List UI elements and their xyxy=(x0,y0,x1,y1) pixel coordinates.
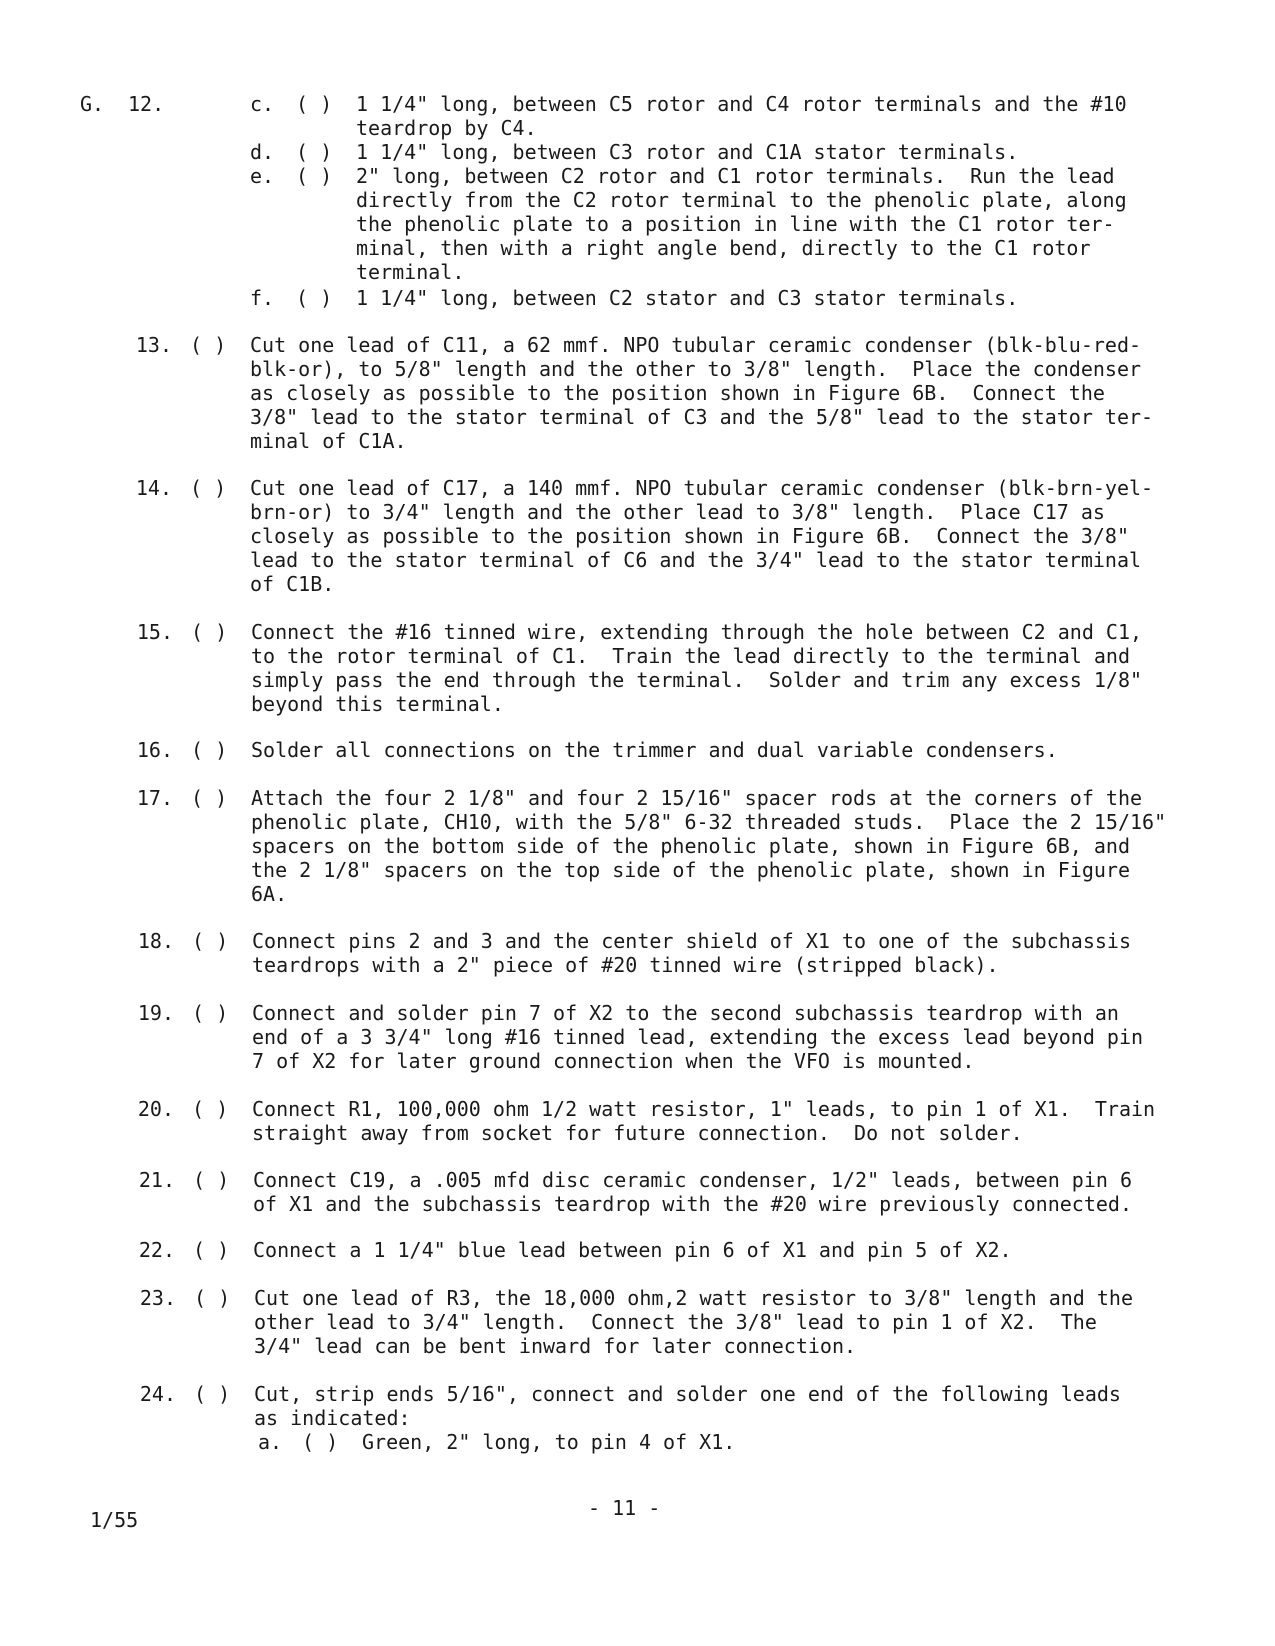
sub-item-letter: c. xyxy=(250,92,275,116)
step-number: 22. xyxy=(138,1238,175,1262)
step-number: 12. xyxy=(128,92,165,116)
instruction-line: Cut, strip ends 5/16", connect and solder one end of the following leads xyxy=(254,1382,1121,1406)
step-number: 17. xyxy=(136,786,173,810)
instruction-line: 3/8" lead to the stator terminal of C3 and the 5/8" lead to the stator ter- xyxy=(250,405,1154,429)
checkbox-marker: ( ) xyxy=(191,786,228,810)
instruction-line: minal of C1A. xyxy=(250,429,407,453)
instruction-line: directly from the C2 rotor terminal to the phenolic plate, along xyxy=(356,188,1127,212)
checkbox-marker: ( ) xyxy=(193,1168,230,1192)
instruction-line: teardrops with a 2" piece of #20 tinned wire (stripped black). xyxy=(252,953,999,977)
instruction-line: 1 1/4" long, between C5 rotor and C4 rotor terminals and the #10 xyxy=(356,92,1127,116)
instruction-line: 2" long, between C2 rotor and C1 rotor terminals. Run the lead xyxy=(356,164,1115,188)
instruction-line: the phenolic plate to a position in line with the C1 rotor ter- xyxy=(356,212,1115,236)
step-number: 13. xyxy=(135,333,172,357)
instruction-line: 7 of X2 for later ground connection when the VFO is mounted. xyxy=(252,1049,975,1073)
instruction-line: Connect pins 2 and 3 and the center shield of X1 to one of the subchassis xyxy=(252,929,1131,953)
checkbox-marker: ( ) xyxy=(296,92,333,116)
instruction-line: of C1B. xyxy=(250,572,335,596)
instruction-line: other lead to 3/4" length. Connect the 3/8" lead to pin 1 of X2. The xyxy=(254,1310,1097,1334)
checkbox-marker: ( ) xyxy=(192,1001,229,1025)
instruction-line: as indicated: xyxy=(254,1406,411,1430)
instruction-line: 1 1/4" long, between C2 stator and C3 stator terminals. xyxy=(356,286,1019,310)
instruction-line: simply pass the end through the terminal. Solder and trim any excess 1/8" xyxy=(251,668,1143,692)
section-label: G. xyxy=(80,92,105,116)
instruction-line: 3/4" lead can be bent inward for later connection. xyxy=(254,1334,857,1358)
instruction-line: Cut one lead of C17, a 140 mmf. NPO tubular ceramic condenser (blk-brn-yel- xyxy=(250,476,1154,500)
checkbox-marker: ( ) xyxy=(194,1382,231,1406)
checkbox-marker: ( ) xyxy=(192,929,229,953)
footer-date: 1/55 xyxy=(90,1508,139,1532)
step-number: 14. xyxy=(135,476,172,500)
instruction-line: end of a 3 3/4" long #16 tinned lead, extending the excess lead beyond pin xyxy=(252,1025,1144,1049)
step-number: 15. xyxy=(136,620,173,644)
instruction-line: Connect C19, a .005 mfd disc ceramic condenser, 1/2" leads, between pin 6 xyxy=(253,1168,1132,1192)
sub-item-letter: e. xyxy=(250,164,275,188)
checkbox-marker: ( ) xyxy=(194,1286,231,1310)
instruction-line: Green, 2" long, to pin 4 of X1. xyxy=(362,1430,736,1454)
instruction-line: phenolic plate, CH10, with the 5/8" 6-32 threaded studs. Place the 2 15/16" xyxy=(251,810,1167,834)
step-number: 24. xyxy=(139,1382,176,1406)
instruction-line: Connect the #16 tinned wire, extending through the hole between C2 and C1, xyxy=(251,620,1143,644)
checkbox-marker: ( ) xyxy=(193,1238,230,1262)
instruction-line: straight away from socket for future connection. Do not solder. xyxy=(252,1121,1023,1145)
instruction-line: 6A. xyxy=(251,882,288,906)
instruction-line: Solder all connections on the trimmer and dual variable condensers. xyxy=(251,738,1058,762)
checkbox-marker: ( ) xyxy=(191,738,228,762)
page-number: - 11 - xyxy=(588,1496,661,1520)
instruction-line: spacers on the bottom side of the phenolic plate, shown in Figure 6B, and xyxy=(251,834,1130,858)
instruction-line: terminal. xyxy=(356,260,465,284)
checkbox-marker: ( ) xyxy=(192,1097,229,1121)
instruction-line: minal, then with a right angle bend, directly to the C1 rotor xyxy=(356,236,1091,260)
instruction-line: Cut one lead of C11, a 62 mmf. NPO tubular ceramic condenser (blk-blu-red- xyxy=(250,333,1142,357)
step-number: 18. xyxy=(137,929,174,953)
checkbox-marker: ( ) xyxy=(191,620,228,644)
sub-item-letter: d. xyxy=(250,140,275,164)
instruction-line: closely as possible to the position shown in Figure 6B. Connect the 3/8" xyxy=(250,524,1129,548)
instruction-line: lead to the stator terminal of C6 and the 3/4" lead to the stator terminal xyxy=(250,548,1142,572)
step-number: 23. xyxy=(139,1286,176,1310)
step-number: 19. xyxy=(137,1001,174,1025)
instruction-line: Cut one lead of R3, the 18,000 ohm,2 watt resistor to 3/8" length and the xyxy=(254,1286,1133,1310)
sub-item-letter: a. xyxy=(258,1430,283,1454)
checkbox-marker: ( ) xyxy=(190,476,227,500)
instruction-line: 1 1/4" long, between C3 rotor and C1A stator terminals. xyxy=(356,140,1019,164)
instruction-line: the 2 1/8" spacers on the top side of the phenolic plate, shown in Figure xyxy=(251,858,1130,882)
sub-item-letter: f. xyxy=(250,286,275,310)
checkbox-marker: ( ) xyxy=(296,140,333,164)
instruction-line: Connect a 1 1/4" blue lead between pin 6 of X1 and pin 5 of X2. xyxy=(253,1238,1012,1262)
checkbox-marker: ( ) xyxy=(296,286,333,310)
step-number: 16. xyxy=(136,738,173,762)
instruction-line: Connect and solder pin 7 of X2 to the second subchassis teardrop with an xyxy=(252,1001,1119,1025)
checkbox-marker: ( ) xyxy=(190,333,227,357)
instruction-line: teardrop by C4. xyxy=(356,116,537,140)
checkbox-marker: ( ) xyxy=(302,1430,339,1454)
step-number: 21. xyxy=(138,1168,175,1192)
step-number: 20. xyxy=(137,1097,174,1121)
instruction-line: Connect R1, 100,000 ohm 1/2 watt resistor, 1" leads, to pin 1 of X1. Train xyxy=(252,1097,1156,1121)
instruction-line: of X1 and the subchassis teardrop with the #20 wire previously connected. xyxy=(253,1192,1132,1216)
instruction-line: as closely as possible to the position shown in Figure 6B. Connect the xyxy=(250,381,1105,405)
instruction-line: beyond this terminal. xyxy=(251,692,504,716)
instruction-line: blk-or), to 5/8" length and the other to 3/8" length. Place the condenser xyxy=(250,357,1142,381)
checkbox-marker: ( ) xyxy=(296,164,333,188)
instruction-line: brn-or) to 3/4" length and the other lead to 3/8" length. Place C17 as xyxy=(250,500,1105,524)
instruction-line: Attach the four 2 1/8" and four 2 15/16" spacer rods at the corners of the xyxy=(251,786,1143,810)
instruction-line: to the rotor terminal of C1. Train the lead directly to the terminal and xyxy=(251,644,1130,668)
